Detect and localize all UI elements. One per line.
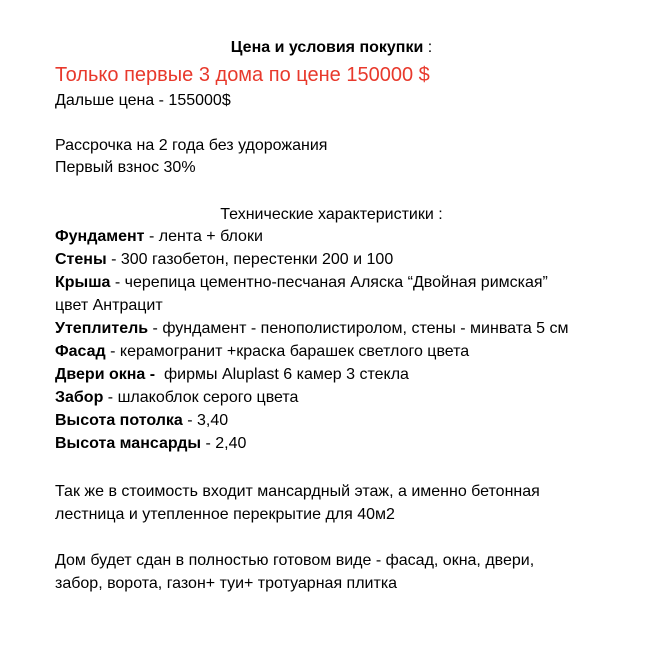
spec-value: - шлакоблок серого цвета [103,389,299,406]
spec-value: цвет Антрацит [55,297,163,314]
spec-row [55,319,569,339]
specs-heading: Технические характеристики : [220,206,443,223]
delivery-line-1: Дом будет сдан в полностью готовом виде - фасад, окна, двери, [55,552,535,569]
spec-label: Фасад [55,343,106,360]
spec-label: Фундамент [55,228,145,245]
spec-label: Крыша [55,274,111,291]
extras-line-2: лестница и утепленное перекрытие для 40м2 [55,506,395,523]
spec-row [55,365,409,385]
spec-label: Двери окна - [55,366,160,383]
spec-row [55,273,548,293]
promo-price-line: Только первые 3 дома по цене 150000 $ [55,64,430,86]
spec-value: - черепица цементно-песчаная Аляска “Двойная римская” [110,274,548,291]
spec-value: - 300 газобетон, перестенки 200 и 100 [106,251,394,268]
spec-row [55,411,228,431]
spec-value: - лента + блоки [144,228,263,245]
price-terms-suffix: : [423,39,433,56]
extras-line-1: Так же в стоимость входит мансардный этаж, а именно бетонная [55,483,540,500]
spec-value: фирмы Aluplast 6 камер 3 стекла [159,366,409,383]
installment-line: Рассрочка на 2 года без удорожания [55,137,328,154]
spec-label: Утеплитель [55,320,149,337]
spec-row [55,388,298,408]
down-payment-line: Первый взнос 30% [55,159,196,176]
spec-label: Высота мансарды [55,435,202,452]
spec-value: - 3,40 [182,412,229,429]
spec-row [55,342,469,362]
spec-row-continuation [55,296,163,316]
price-terms-title: Цена и условия покупки [230,39,424,56]
spec-value: - фундамент - пенополистиролом, стены - минвата 5 см [148,320,569,337]
spec-label: Высота потолка [55,412,183,429]
spec-row [55,250,393,270]
spec-row [55,434,246,454]
spec-label: Стены [55,251,107,268]
delivery-line-2: забор, ворота, газон+ туи+ тротуарная плитка [55,575,398,592]
price-terms-heading [0,38,663,58]
spec-label: Забор [55,389,104,406]
spec-value: - керамогранит +краска барашек светлого цвета [105,343,470,360]
spec-value: - 2,40 [201,435,247,452]
spec-row [55,227,263,247]
next-price-line: Дальше цена - 155000$ [55,92,231,109]
